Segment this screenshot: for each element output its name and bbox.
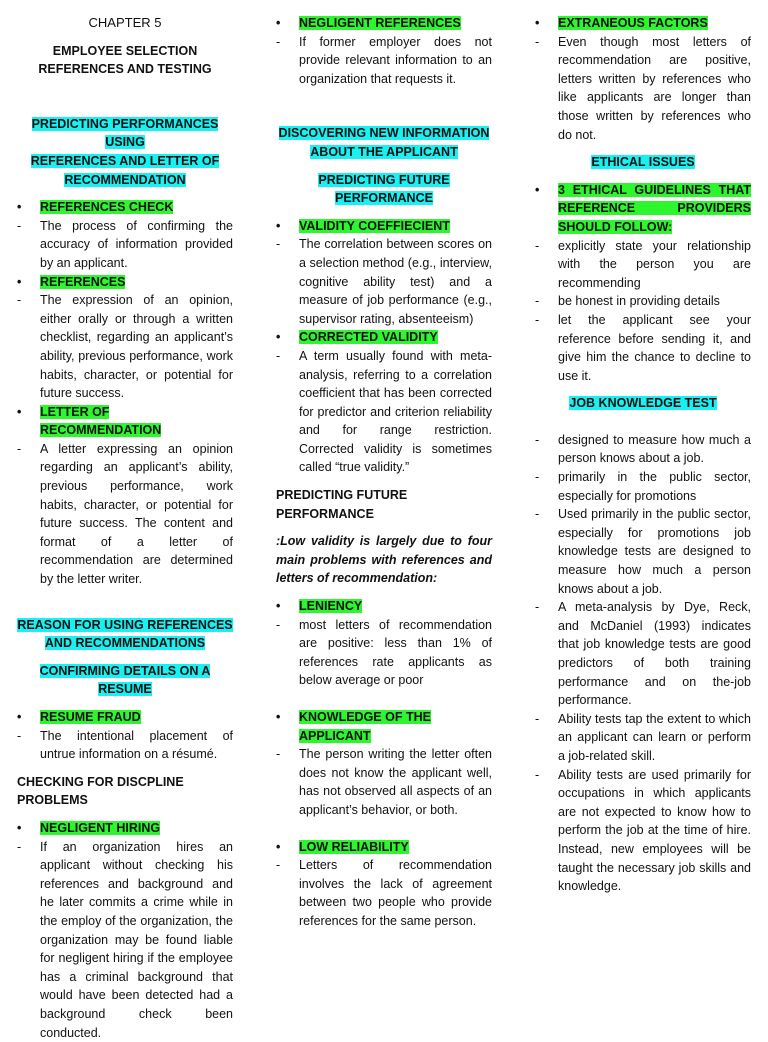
title-line-1: EMPLOYEE SELECTION xyxy=(52,43,198,58)
dash-marker: - xyxy=(17,441,22,456)
definition-text: The expression of an opinion, either orally or through a written checklist, regarding an applicant’s ability, previous performance, work habits, character, or potential for future success. xyxy=(40,293,233,401)
term-label: CORRECTED VALIDITY xyxy=(299,330,438,345)
heading-line: REFERENCES AND LETTER OF xyxy=(30,153,220,168)
dash-marker: - xyxy=(17,293,22,308)
definition-resume-fraud xyxy=(17,727,233,764)
heading-line: DISCOVERING NEW INFORMATION xyxy=(278,126,490,141)
column-2 xyxy=(276,14,492,931)
heading-line: CONFIRMING DETAILS ON A RESUME xyxy=(39,663,211,697)
bullet-marker: • xyxy=(17,274,22,289)
heading-line: PREDICTING PERFORMANCES USING xyxy=(31,116,219,150)
dash-marker: - xyxy=(276,858,281,873)
section-heading-confirming-details xyxy=(17,662,233,699)
term-negligent-hiring xyxy=(17,819,233,838)
definition-text: If an organization hires an applicant without checking his references and background and he later commits a crime while in the employ of the organization, the organization may be found liable for negligent hiring if the employee has a criminal background that would have been detected had a background check been conducted. xyxy=(40,839,233,1040)
definition-text: designed to measure how much a person knows about a job. xyxy=(558,432,751,466)
guideline-2 xyxy=(535,292,751,311)
section-heading-discovering-new-info xyxy=(276,124,492,161)
term-resume-fraud xyxy=(17,708,233,727)
definition-corrected-validity xyxy=(276,347,492,477)
term-extraneous-factors xyxy=(535,14,751,33)
bullet-marker: • xyxy=(17,710,22,724)
page-title xyxy=(17,42,233,79)
section-heading-predicting-future-2: PREDICTING FUTURE PERFORMANCE xyxy=(276,488,408,521)
term-corrected-validity xyxy=(276,328,492,347)
bullet-marker: • xyxy=(276,218,281,233)
definition-text: The correlation between scores on a selection method (e.g., interview, cognitive ability test) and a measure of job performance (e.g., supervisor rating, absenteeism) xyxy=(299,237,492,326)
definition-leniency xyxy=(276,616,492,690)
dash-marker: - xyxy=(535,312,540,327)
bullet-marker: • xyxy=(276,599,281,614)
dash-marker: - xyxy=(535,600,540,615)
definition-text: A letter expressing an opinion regarding an applicant’s ability, previous performance, work habits, character, or potential for future success. The content and format of a letter of recommendation are determined by the letter writer. xyxy=(40,441,233,587)
dash-marker: - xyxy=(535,767,540,782)
jkt-point-5 xyxy=(535,710,751,766)
definition-text: Used primarily in the public sector, especially for promotions job knowledge tests are designed to measure how much a person knows about a job. xyxy=(558,507,751,596)
definition-text: let the applicant see your reference before sending it, and give him the chance to decline to use it. xyxy=(558,312,751,383)
title-line-2: REFERENCES AND TESTING xyxy=(38,62,212,77)
italic-note: :Low validity is largely due to four main problems with references and letters of recommendation: xyxy=(276,534,492,586)
dash-marker: - xyxy=(535,711,540,726)
bullet-marker: • xyxy=(276,330,281,345)
section-heading-discipline-problems: CHECKING FOR DISCPLINE PROBLEMS xyxy=(17,774,184,808)
dash-marker: - xyxy=(17,839,22,854)
bullet-marker: • xyxy=(535,16,540,30)
jkt-point-4 xyxy=(535,598,751,710)
term-validity-coefficient xyxy=(276,217,492,236)
term-label: NEGLIGENT HIRING xyxy=(40,820,161,835)
dash-marker: - xyxy=(276,617,281,632)
section-heading-ethical-issues xyxy=(535,153,751,172)
term-label: KNOWLEDGE OF THE APPLICANT xyxy=(299,710,431,743)
definition-negligent-references xyxy=(276,33,492,89)
term-label: 3 ETHICAL GUIDELINES THAT REFERENCE PROVIDERS SHOULD FOLLOW: xyxy=(558,182,751,234)
definition-text: Ability tests are used primarily for occupations in which applicants are not expected to know how to perform the job at the time of hire. Instead, new employees will be taught the necessary job skills and knowledge. xyxy=(558,767,751,894)
definition-text: The intentional placement of untrue information on a résumé. xyxy=(40,728,233,762)
definition-text: Letters of recommendation involves the lack of agreement between two people who provide references for the same person. xyxy=(299,858,492,928)
jkt-point-1 xyxy=(535,431,751,468)
bullet-marker: • xyxy=(276,839,281,854)
term-label: NEGLIGENT REFERENCES xyxy=(299,16,461,30)
chapter-label: CHAPTER 5 xyxy=(88,15,162,30)
term-ethical-guidelines xyxy=(535,181,751,237)
term-references-check xyxy=(17,198,233,217)
term-label: REFERENCES xyxy=(40,274,126,289)
dash-marker: - xyxy=(535,34,540,49)
bullet-marker: • xyxy=(17,820,22,835)
bullet-marker: • xyxy=(276,16,281,30)
jkt-point-3 xyxy=(535,505,751,598)
definition-references-check xyxy=(17,217,233,273)
dash-marker: - xyxy=(276,747,281,762)
term-references xyxy=(17,273,233,292)
guideline-3 xyxy=(535,311,751,385)
definition-text: The process of confirming the accuracy of information provided by an applicant. xyxy=(40,218,233,270)
term-leniency xyxy=(276,597,492,616)
definition-references xyxy=(17,291,233,403)
heading-line: ETHICAL ISSUES xyxy=(591,155,695,170)
term-label: LETTER OF RECOMMENDATION xyxy=(40,404,162,438)
dash-marker: - xyxy=(276,237,281,252)
term-label: LOW RELIABILITY xyxy=(299,839,409,854)
heading-line: ABOUT THE APPLICANT xyxy=(310,144,458,159)
term-label: REFERENCES CHECK xyxy=(40,200,174,215)
definition-text: explicitly state your relationship with the person you are recommending xyxy=(558,238,751,290)
definition-text: Even though most letters of recommendation are positive, letters written by references who like applicants are longer than those written by references who do not. xyxy=(558,34,751,142)
bullet-marker: • xyxy=(17,404,22,419)
term-letter-of-recommendation xyxy=(17,403,233,440)
heading-line: REASON FOR USING REFERENCES xyxy=(17,617,233,632)
dash-marker: - xyxy=(535,507,540,522)
dash-marker: - xyxy=(535,432,540,447)
term-label: RESUME FRAUD xyxy=(40,710,141,724)
bullet-marker: • xyxy=(17,200,22,215)
heading-line: RECOMMENDATION xyxy=(64,172,186,187)
definition-text: If former employer does not provide relevant information to an organization that requests it. xyxy=(299,34,492,86)
heading-line: PREDICTING FUTURE PERFORMANCE xyxy=(318,172,450,206)
definition-text: Ability tests tap the extent to which an applicant can learn or perform a job-related skill. xyxy=(558,711,751,763)
dash-marker: - xyxy=(535,294,540,309)
column-3 xyxy=(535,14,751,896)
term-label: LENIENCY xyxy=(299,599,363,614)
definition-knowledge-of-applicant xyxy=(276,745,492,819)
definition-negligent-hiring xyxy=(17,838,233,1042)
term-label: EXTRANEOUS FACTORS xyxy=(558,16,708,30)
term-knowledge-of-applicant xyxy=(276,708,492,745)
jkt-point-6 xyxy=(535,766,751,896)
definition-text: be honest in providing details xyxy=(558,294,720,309)
dash-marker: - xyxy=(276,34,281,49)
definition-text: most letters of recommendation are positive: less than 1% of references rate applicants as below average or poor xyxy=(299,617,492,688)
definition-low-reliability xyxy=(276,856,492,930)
term-low-reliability xyxy=(276,838,492,857)
column-1 xyxy=(17,14,233,1042)
guideline-1 xyxy=(535,237,751,293)
heading-line: AND RECOMMENDATIONS xyxy=(44,636,206,651)
heading-line: JOB KNOWLEDGE TEST xyxy=(569,396,717,411)
section-heading-job-knowledge-test xyxy=(535,394,751,413)
term-label: VALIDITY COEFFIECIENT xyxy=(299,218,450,233)
section-heading-reason-for-references xyxy=(17,616,233,653)
jkt-point-2 xyxy=(535,468,751,505)
dash-marker: - xyxy=(17,728,22,743)
bullet-marker: • xyxy=(535,182,540,197)
section-heading-predicting-future xyxy=(276,171,492,208)
bullet-marker: • xyxy=(276,710,281,724)
definition-letter-of-recommendation xyxy=(17,440,233,589)
definition-text: A meta-analysis by Dye, Reck, and McDaniel (1993) indicates that job knowledge tests are good predictors of both training performance and on the-job performance. xyxy=(558,600,751,708)
dash-marker: - xyxy=(535,470,540,485)
section-heading-predicting-performances xyxy=(17,115,233,189)
definition-text: A term usually found with meta-analysis, referring to a correlation coefficient that has been corrected for predictor and criterion reliability and for range restriction. Corrected validity is sometimes called “true validity.” xyxy=(299,348,492,475)
definition-text: primarily in the public sector, especially for promotions xyxy=(558,470,751,503)
dash-marker: - xyxy=(17,218,22,233)
definition-extraneous-factors xyxy=(535,33,751,145)
dash-marker: - xyxy=(276,348,281,363)
dash-marker: - xyxy=(535,238,540,253)
definition-validity-coefficient xyxy=(276,235,492,328)
term-negligent-references xyxy=(276,14,492,33)
definition-text: The person writing the letter often does not know the applicant well, has not observed all aspects of an applicant’s behavior, or both. xyxy=(299,747,492,817)
